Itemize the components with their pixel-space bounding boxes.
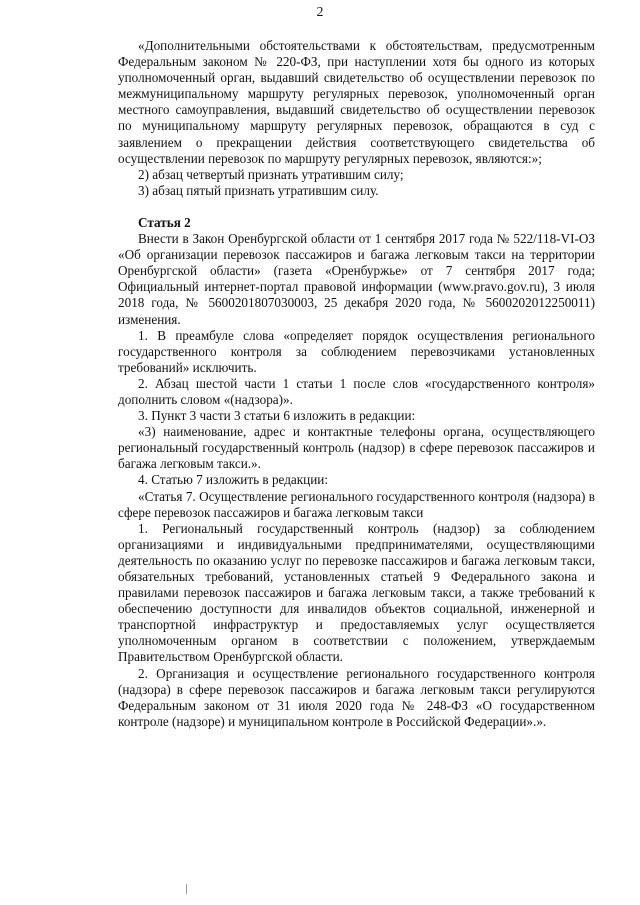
- paragraph-amend-law: Внести в Закон Оренбургской области от 1 сентября 2017 года № 522/118-VI-ОЗ «Об организации перевозок пассажиров и багажа легковым такси на территории Оренбургской области» (газета «Оренбуржье» от 7 сентября 2017 года; Официальный интернет-портал правовой информации (www.pravo.gov.ru), 3 июля 2018 года, № 5600201807030003, 25 декабря 2020 года, № 5600202012250011) изменения.: [118, 231, 595, 327]
- paragraph-item-2: 2) абзац четвертый признать утратившим силу;: [138, 166, 404, 182]
- article-title: Статья 2: [138, 214, 191, 230]
- paragraph-amendment-3-text: «3) наименование, адрес и контактные телефоны органа, осуществляющего региональный государственный контроль (надзор) в сфере перевозок пассажиров и багажа легковым такси.».: [118, 424, 595, 472]
- paragraph-amendment-1: 1. В преамбуле слова «определяет порядок осуществления регионального государственного контроля за соблюдением перевозчиками установленных требований» исключить.: [118, 327, 595, 375]
- paragraph-additional-circumstances: «Дополнительными обстоятельствами к обстоятельствам, предусмотренным Федеральным законом № 220-ФЗ, при наступлении хотя бы одного из которых уполномоченный орган, выдавший свидетельство об осуществлении перевозок по межмуниципальному маршруту регулярных перевозок, уполномоченный орган местного самоуправления, выдавший свидетельство об осуществлении перевозок по муниципальному маршруту регулярных перевозок, обращаются в суд с заявлением о прекращении действия соответствующего свидетельства об осуществлении перевозок по маршруту регулярных перевозок, являются:»;: [118, 38, 595, 166]
- page-number: 2: [316, 4, 324, 19]
- paragraph-amendment-3: 3. Пункт 3 части 3 статьи 6 изложить в редакции:: [138, 408, 416, 424]
- paragraph-article-7-part-1: 1. Региональный государственный контроль (надзор) за соблюдением организациями и индивидуальными предпринимателями, осуществляющими деятельность по оказанию услуг по перевозке пассажиров и багажа легковым такси, обязательных требований, установленных статьей 9 Федерального закона и правилами перевозок пассажиров и багажа легковым такси, а также требований к обеспечению доступности для инвалидов объектов социальной, инженерной и транспортной инфраструктур и предоставляемых услуг осуществляется уполномоченным органом в соответствии с положением, утверждаемым Правительством Оренбургской области.: [118, 520, 595, 665]
- paragraph-amendment-2: 2. Абзац шестой части 1 статьи 1 после слов «государственного контроля» дополнить словом «(надзора)».: [118, 375, 595, 407]
- document-body: [118, 38, 595, 730]
- paragraph-item-3: 3) абзац пятый признать утратившим силу.: [138, 182, 379, 198]
- paragraph-amendment-4: 4. Статью 7 изложить в редакции:: [138, 472, 329, 488]
- paragraph-article-7-title: «Статья 7. Осуществление регионального государственного контроля (надзора) в сфере перевозок пассажиров и багажа легковым такси: [118, 488, 595, 520]
- scan-mark: [186, 884, 187, 894]
- paragraph-article-7-part-2: 2. Организация и осуществление регионального государственного контроля (надзора) в сфере перевозок пассажиров и багажа легковым такси регулируются Федеральным законом от 31 июля 2020 года № 248-ФЗ «О государственном контроле (надзоре) и муниципальном контроле в Российской Федерации».».: [118, 665, 595, 729]
